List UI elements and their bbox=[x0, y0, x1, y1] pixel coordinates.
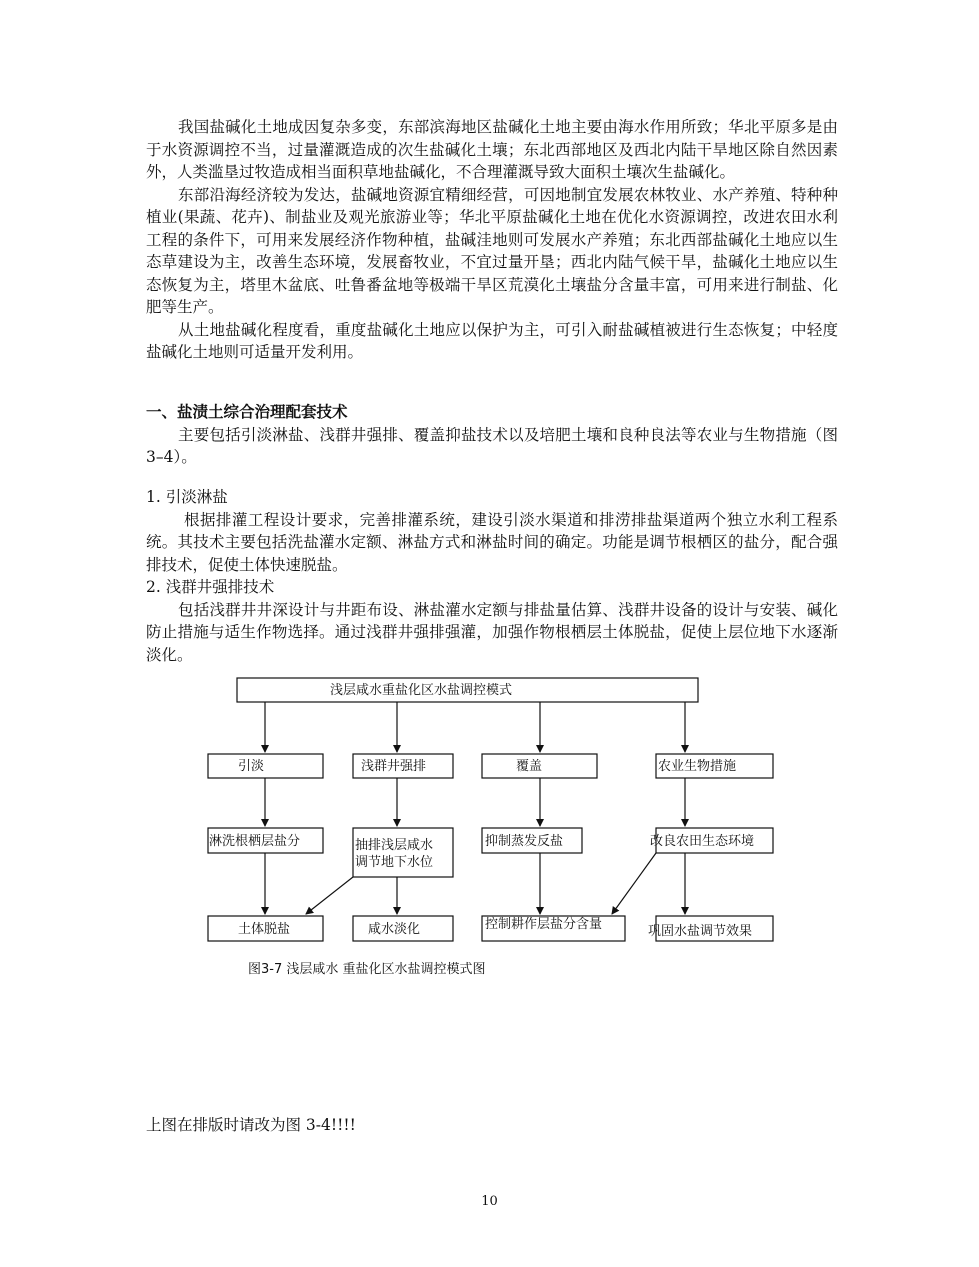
label-cover: 覆盖 bbox=[516, 759, 543, 774]
box-fresh bbox=[208, 754, 323, 778]
label-leach: 淋洗根栖层盐分 bbox=[209, 834, 301, 849]
item-body-fresh-water: 根据排灌工程设计要求，完善排灌系统，建设引淡水渠道和排涝排盐渠道两个独立水利工程系统。其技术主要包括洗盐灌水定额、淋盐方式和淋盐时间的确定。功能是调节根栖区的盐分，配合强排技术，促使土体快速脱盐。 bbox=[146, 510, 838, 574]
editor-note: 上图在排版时请改为图 3-4!!!! bbox=[146, 1116, 356, 1134]
page-number: 10 bbox=[481, 1194, 498, 1209]
label-shallow-wells: 浅群井强排 bbox=[361, 759, 427, 774]
figure-caption: 图3-7 浅层咸水 重盐化区水盐调控模式图 bbox=[248, 962, 486, 977]
label-desalt: 土体脱盐 bbox=[238, 922, 291, 937]
label-ecology: 改良农田生态环境 bbox=[650, 834, 755, 849]
label-fresh: 引淡 bbox=[238, 759, 265, 774]
item-title-shallow-wells: 2. 浅群井强排技术 bbox=[146, 578, 275, 596]
section-intro: 主要包括引淡淋盐、浅群井强排、覆盖抑盐技术以及培肥土壤和良种良法等农业与生物措施（图 3–4）。 bbox=[146, 425, 838, 466]
label-top: 浅层咸水重盐化区水盐调控模式 bbox=[330, 683, 513, 698]
section-heading: 一、盐渍土综合治理配套技术 bbox=[146, 402, 348, 421]
label-fresh-water: 咸水淡化 bbox=[368, 922, 421, 937]
paragraph-degree: 从土地盐碱化程度看，重度盐碱化土地应以保护为主，可引入耐盐碱植被进行生态恢复；中轻度盐碱化土地则可适量开发利用。 bbox=[146, 320, 838, 361]
item-title-fresh-water: 1. 引淡淋盐 bbox=[146, 488, 228, 506]
label-pump-1: 抽排浅层咸水 bbox=[355, 838, 434, 853]
label-consolidate: 巩固水盐调节效果 bbox=[648, 924, 753, 939]
paragraph-regional-use: 东部沿海经济较为发达，盐碱地资源宜精细经营，可因地制宜发展农林牧业、水产养殖、特种种植业(果蔬、花卉)、制盐业及观光旅游业等；华北平原盐碱化土地在优化水资源调控，改进农田水利工程的条件下，可用来发展经济作物种植，盐碱洼地则可发展水产养殖；东北西部盐碱化土地应以生态草建设为主，改善生态环境，发展畜牧业，不宜过量开垦；西北内陆气候干旱，盐碱化土地应以生态恢复为主，塔里木盆底、吐鲁番盆地等极端干旱区荒漠化土壤盐分含量丰富，可用来进行制盐、化肥等生产。 bbox=[146, 185, 838, 316]
label-agri-bio: 农业生物措施 bbox=[658, 759, 737, 774]
label-pump-2: 调节地下水位 bbox=[355, 855, 434, 870]
label-control-salt: 控制耕作层盐分含量 bbox=[485, 917, 603, 932]
paragraph-causes: 我国盐碱化土地成因复杂多变，东部滨海地区盐碱化土地主要由海水作用所致；华北平原多是由于水资源调控不当，过量灌溉造成的次生盐碱化土壤；东北西部地区及西北内陆干旱地区除自然因素外，人类滥垦过牧造成相当面积草地盐碱化，不合理灌溉导致大面积土壤次生盐碱化。 bbox=[146, 118, 838, 181]
label-evap: 抑制蒸发反盐 bbox=[485, 834, 564, 849]
item-body-shallow-wells: 包括浅群井井深设计与井距布设、淋盐灌水定额与排盐量估算、浅群井设备的设计与安装、碱化防止措施与适生作物选择。通过浅群井强排强灌，加强作物根栖层土体脱盐，促使上层位地下水逐渐淡化。 bbox=[146, 600, 838, 664]
